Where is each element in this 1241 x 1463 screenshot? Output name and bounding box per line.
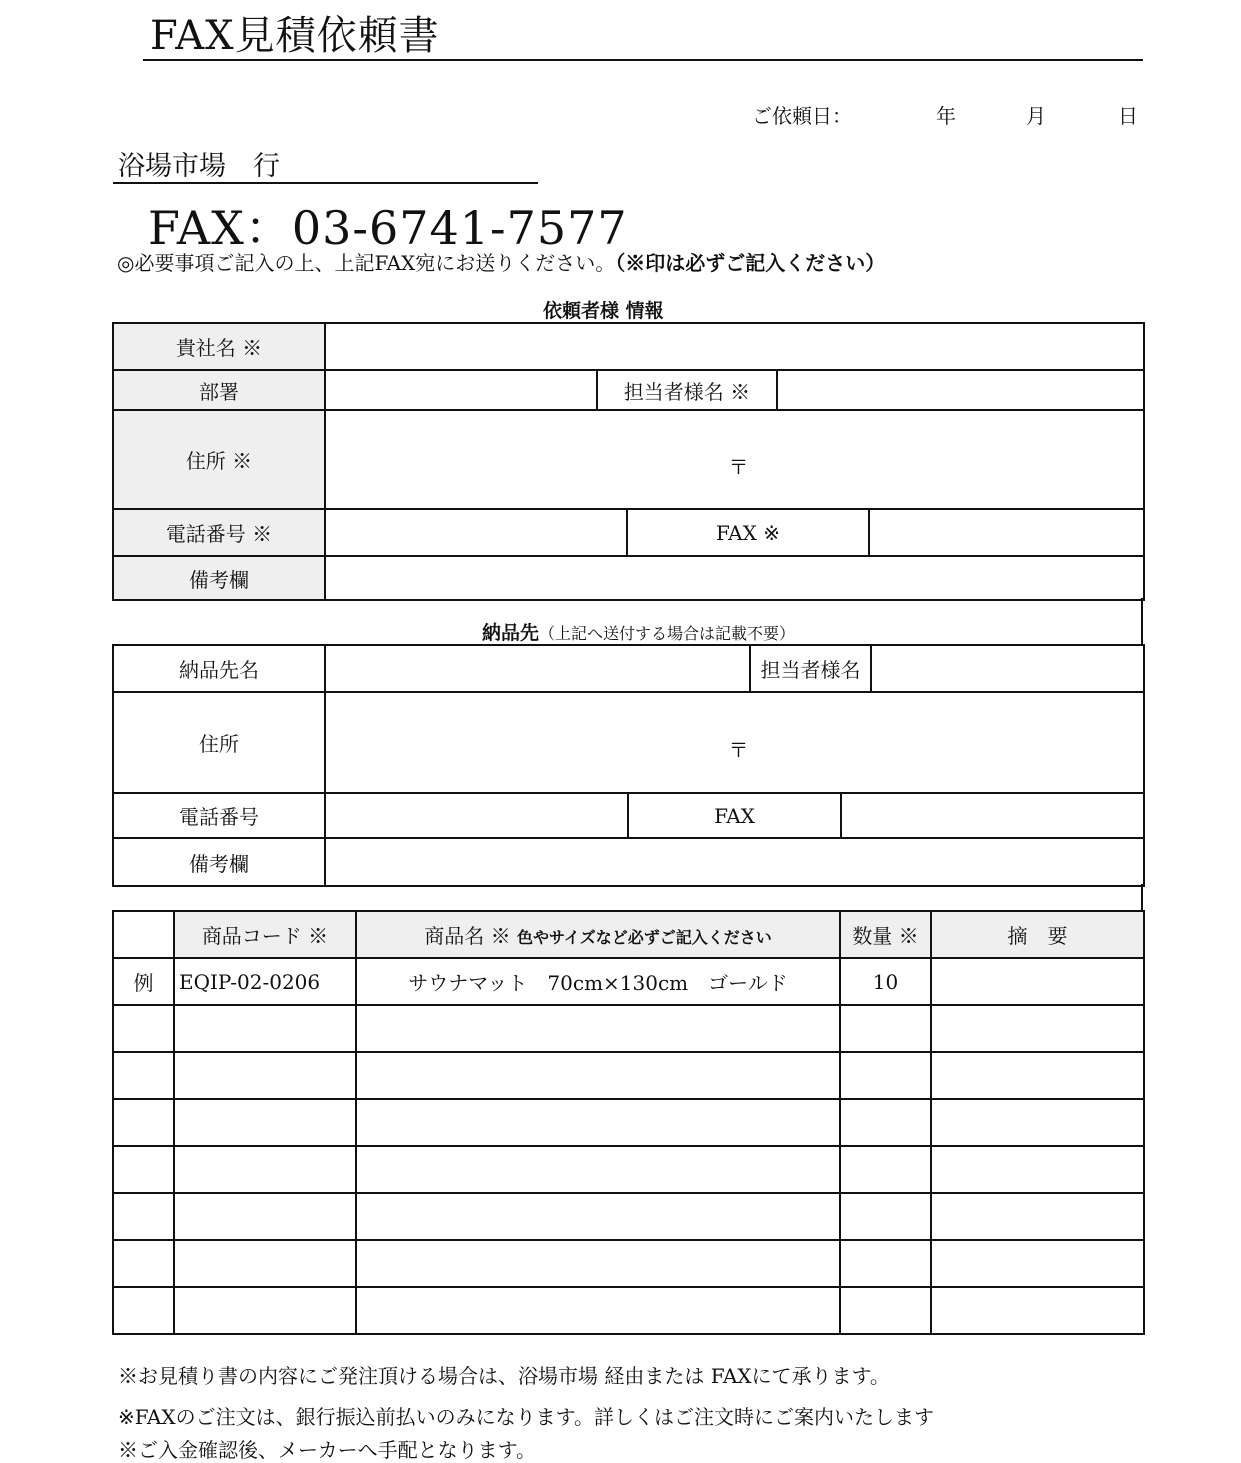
delivery-postal-mark: 〒 xyxy=(728,738,749,762)
footnote-1: ※お見積り書の内容にご発注頂ける場合は、浴場市場 経由または FAXにて承ります。 xyxy=(118,1364,890,1388)
row-marker-cell xyxy=(113,1099,174,1146)
name-header xyxy=(356,911,840,958)
example-summary xyxy=(931,958,1144,1005)
phone-field[interactable] xyxy=(325,509,627,556)
row-summary-cell[interactable] xyxy=(931,1099,1144,1146)
row-name-cell[interactable] xyxy=(356,1146,840,1193)
example-marker: 例 xyxy=(113,958,174,1005)
company-field[interactable] xyxy=(325,323,1144,370)
delivery-remarks-field[interactable] xyxy=(325,838,1144,886)
instruction-main: ◎必要事項ご記入の上、上記FAX宛にお送りください。 xyxy=(117,251,616,275)
table-row xyxy=(113,1005,1144,1052)
instruction-text xyxy=(117,247,885,276)
summary-header: 摘 要 xyxy=(931,911,1144,958)
delivery-phone-field[interactable] xyxy=(325,793,628,838)
department-label: 部署 xyxy=(113,370,325,410)
table-row xyxy=(113,1146,1144,1193)
date-label: ご依頼日： xyxy=(752,104,852,128)
marker-header xyxy=(113,911,174,958)
row-marker-cell xyxy=(113,1287,174,1334)
row-code-cell[interactable] xyxy=(174,1287,356,1334)
row-code-cell[interactable] xyxy=(174,1005,356,1052)
row-name-cell[interactable] xyxy=(356,1287,840,1334)
row-marker-cell xyxy=(113,1052,174,1099)
requester-section-title: 依頼者様 情報 xyxy=(543,300,664,322)
delivery-remarks-label: 備考欄 xyxy=(113,838,325,886)
row-code-cell[interactable] xyxy=(174,1099,356,1146)
row-marker-cell xyxy=(113,1146,174,1193)
section-divider-line xyxy=(1141,598,1143,646)
month-label: 月 xyxy=(1026,104,1046,128)
instruction-required-note: （※印は必ずご記入ください） xyxy=(615,251,886,275)
row-summary-cell[interactable] xyxy=(931,1146,1144,1193)
table-row xyxy=(113,1052,1144,1099)
table-row xyxy=(113,1240,1144,1287)
title-underline xyxy=(143,59,1143,61)
row-name-cell[interactable] xyxy=(356,1099,840,1146)
row-name-cell[interactable] xyxy=(356,1052,840,1099)
delivery-section-title xyxy=(482,618,795,645)
row-quantity-cell[interactable] xyxy=(840,1146,931,1193)
row-code-cell[interactable] xyxy=(174,1240,356,1287)
address-field[interactable] xyxy=(325,410,1144,509)
delivery-name-label: 納品先名 xyxy=(113,645,325,692)
department-field[interactable] xyxy=(325,370,597,410)
fax-field[interactable] xyxy=(869,509,1144,556)
delivery-name-field[interactable] xyxy=(325,645,750,692)
footnote-3: ※ご入金確認後、メーカーへ手配となります。 xyxy=(118,1438,536,1462)
delivery-address-field[interactable] xyxy=(325,692,1144,793)
delivery-info-table xyxy=(112,644,1145,887)
example-row xyxy=(113,958,1144,1005)
row-code-cell[interactable] xyxy=(174,1193,356,1240)
row-quantity-cell[interactable] xyxy=(840,1193,931,1240)
row-name-cell[interactable] xyxy=(356,1240,840,1287)
year-label: 年 xyxy=(936,104,956,128)
row-quantity-cell[interactable] xyxy=(840,1240,931,1287)
delivery-title-note: （上記へ送付する場合は記載不要） xyxy=(539,624,796,643)
row-quantity-cell[interactable] xyxy=(840,1005,931,1052)
row-quantity-cell[interactable] xyxy=(840,1052,931,1099)
code-header: 商品コード ※ xyxy=(174,911,356,958)
postal-mark: 〒 xyxy=(728,455,749,479)
items-table xyxy=(112,910,1145,1335)
row-summary-cell[interactable] xyxy=(931,1052,1144,1099)
row-summary-cell[interactable] xyxy=(931,1005,1144,1052)
fax-label: FAX ※ xyxy=(627,509,869,556)
phone-label: 電話番号 ※ xyxy=(113,509,325,556)
recipient-name: 浴場市場 行 xyxy=(118,151,280,182)
row-quantity-cell[interactable] xyxy=(840,1287,931,1334)
row-marker-cell xyxy=(113,1193,174,1240)
name-header-note: 色やサイズなど必ずご記入ください xyxy=(516,928,772,947)
quantity-header: 数量 ※ xyxy=(840,911,931,958)
example-name: サウナマット 70cm×130cm ゴールド xyxy=(356,958,840,1005)
fax-number: FAX：03-6741-7577 xyxy=(148,201,628,255)
remarks-label: 備考欄 xyxy=(113,556,325,600)
remarks-field[interactable] xyxy=(325,556,1144,600)
footnote-2: ※FAXのご注文は、銀行振込前払いのみになります。詳しくはご注文時にご案内いたします xyxy=(118,1405,934,1429)
row-code-cell[interactable] xyxy=(174,1146,356,1193)
contact-field[interactable] xyxy=(777,370,1144,410)
section-divider-line xyxy=(1141,884,1143,912)
row-summary-cell[interactable] xyxy=(931,1240,1144,1287)
row-code-cell[interactable] xyxy=(174,1052,356,1099)
delivery-contact-field[interactable] xyxy=(871,645,1144,692)
requester-info-table xyxy=(112,322,1145,601)
row-quantity-cell[interactable] xyxy=(840,1099,931,1146)
delivery-fax-label: FAX xyxy=(628,793,841,838)
company-label: 貴社名 ※ xyxy=(113,323,325,370)
delivery-title: 納品先 xyxy=(482,622,540,644)
recipient-underline xyxy=(113,182,538,184)
example-quantity: 10 xyxy=(840,958,931,1005)
table-row xyxy=(113,1287,1144,1334)
page-title: FAX見積依頼書 xyxy=(150,13,440,59)
delivery-phone-label: 電話番号 xyxy=(113,793,325,838)
delivery-contact-label: 担当者様名 xyxy=(750,645,871,692)
day-label: 日 xyxy=(1118,104,1138,128)
row-summary-cell[interactable] xyxy=(931,1287,1144,1334)
contact-label: 担当者様名 ※ xyxy=(597,370,777,410)
row-summary-cell[interactable] xyxy=(931,1193,1144,1240)
delivery-address-label: 住所 xyxy=(113,692,325,793)
row-marker-cell xyxy=(113,1005,174,1052)
name-header-label: 商品名 ※ xyxy=(424,924,511,948)
row-name-cell[interactable] xyxy=(356,1193,840,1240)
row-marker-cell xyxy=(113,1240,174,1287)
delivery-fax-field[interactable] xyxy=(841,793,1144,838)
example-code: EQIP-02-0206 xyxy=(174,958,356,1005)
table-row xyxy=(113,1099,1144,1146)
row-name-cell[interactable] xyxy=(356,1005,840,1052)
address-label: 住所 ※ xyxy=(113,410,325,509)
table-row xyxy=(113,1193,1144,1240)
